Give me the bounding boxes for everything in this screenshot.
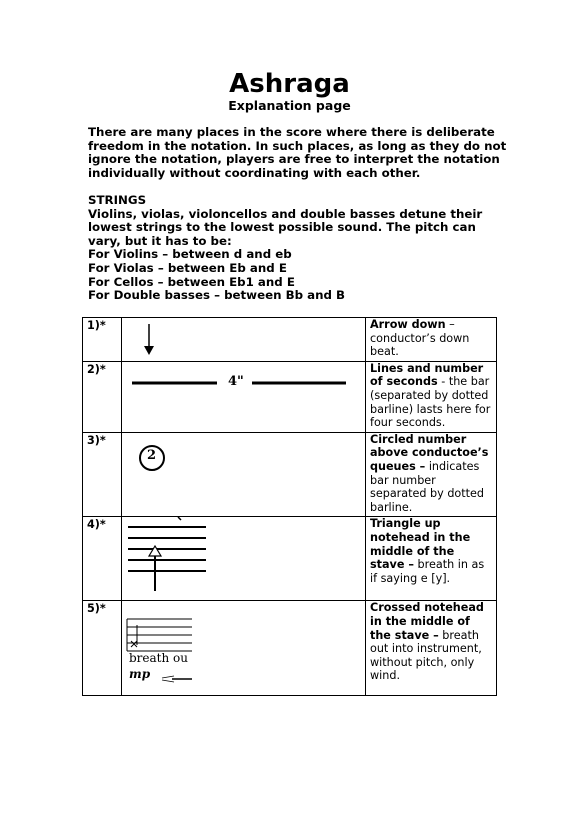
symbol-cell [122, 432, 366, 517]
term: Crossed notehead in the middle of the stave – [370, 601, 484, 642]
term: Triangle up notehead in the middle of the stave – [370, 517, 471, 572]
legend-row [83, 361, 497, 432]
description-cell [366, 601, 497, 696]
legend-row [83, 432, 497, 517]
term: Lines and number of seconds [370, 361, 484, 389]
separator: - [437, 375, 449, 389]
term: Arrow down [370, 318, 446, 331]
range-cellos: For Cellos – between Eb1 and E [88, 274, 295, 289]
row-number: 5)* [83, 601, 122, 696]
circled-number-label: 2 [147, 447, 157, 463]
symbol-cell [122, 318, 366, 362]
separator: – [445, 318, 455, 331]
circled-number-icon [122, 433, 365, 514]
page-title: Ashraga [229, 69, 350, 99]
description: indicates bar number separated by dotted barline. [370, 459, 485, 514]
symbol-cell [122, 361, 366, 432]
range-violas: For Violas – between Eb and E [88, 260, 287, 275]
description-cell [366, 517, 497, 601]
triangle-notehead-icon [122, 517, 365, 601]
description-cell [366, 432, 497, 517]
legend-row [83, 318, 497, 362]
row-number: 1)* [83, 318, 122, 362]
crossed-notehead-icon [122, 601, 365, 696]
row-number: 4)* [83, 517, 122, 601]
term: Circled number above conductoe’s queues – [370, 432, 489, 473]
range-double-basses: For Double basses – between Bb and B [88, 288, 346, 303]
dynamic-marking: mp [129, 667, 151, 682]
page-subtitle: Explanation page [228, 98, 351, 113]
notation-legend-table [82, 317, 497, 696]
legend-row [83, 517, 497, 601]
description: the bar (separated by dotted barline) lasts here for four seconds. [370, 375, 491, 430]
description-cell [366, 361, 497, 432]
breath-out-label: breath ou [129, 652, 188, 666]
duration-seconds-label: 4" [228, 373, 244, 389]
symbol-cell [122, 517, 366, 601]
arrow-down-icon [122, 318, 365, 361]
legend-row [83, 601, 497, 696]
row-number: 3)* [83, 432, 122, 517]
description: conductor’s down beat. [370, 331, 470, 359]
strings-body: Violins, violas, violoncellos and double basses detune their lowest strings to the lowest possible sound. The pitch can vary, but it has to be: [88, 206, 483, 248]
description: breath out into instrument, without pitch, only wind. [370, 628, 482, 683]
strings-heading: STRINGS [88, 193, 147, 207]
duration-lines-icon [122, 362, 365, 430]
description-cell [366, 318, 497, 362]
symbol-cell [122, 601, 366, 696]
range-violins: For Violins – between d and eb [88, 247, 292, 262]
strings-section [88, 194, 508, 303]
intro-paragraph: There are many places in the score where there is deliberate freedom in the notation. In such places, as long as they do not ignore the notation, players are free to interpret the notation individually without coordinating with each other. [88, 125, 507, 180]
description: breath in as if saying e [y]. [370, 558, 485, 585]
row-number: 2)* [83, 361, 122, 432]
